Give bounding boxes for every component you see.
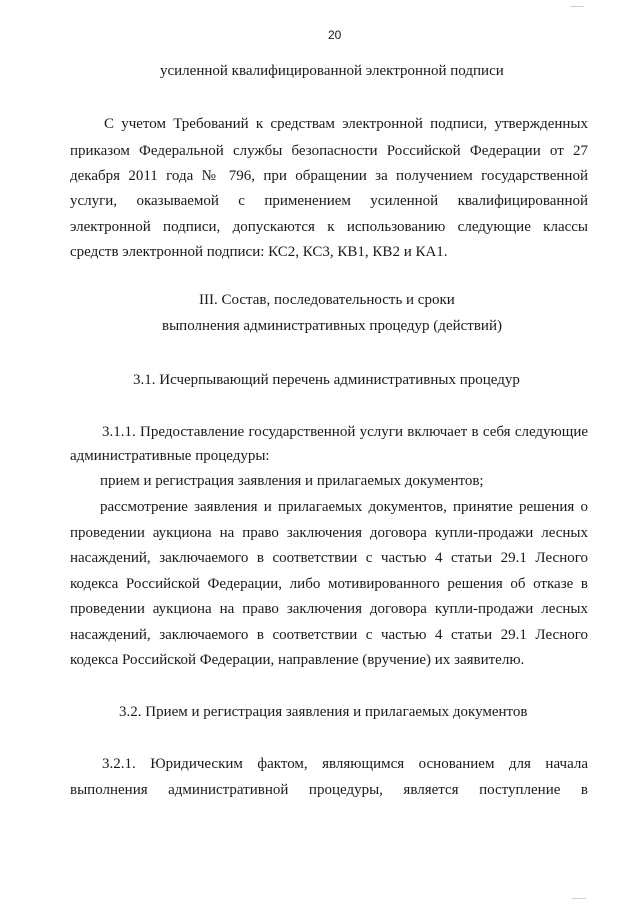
section-title: выполнения административных процедур (действий)	[162, 318, 502, 334]
paragraph-line: насаждений, заключаемого в соответствии с частью 4 статьи 29.1 Лесного	[70, 550, 588, 566]
paragraph-line: кодекса Российской Федерации, либо мотивированного решения об отказе в	[70, 576, 588, 592]
subsection-title: 3.1. Исчерпывающий перечень административных процедур	[133, 372, 520, 388]
continuation-line: усиленной квалифицированной электронной подписи	[160, 63, 504, 79]
page-number: 20	[328, 28, 342, 42]
scan-mark	[570, 6, 584, 7]
section-title: III. Состав, последовательность и сроки	[199, 292, 455, 308]
paragraph-line: кодекса Российской Федерации, направление (вручение) их заявителю.	[70, 652, 525, 668]
paragraph-line: 3.2.1. Юридическим фактом, являющимся основанием для начала	[102, 756, 588, 772]
paragraph-line: услуги, оказываемой с применением усиленной квалифицированной	[70, 193, 588, 209]
paragraph-line: электронной подписи, допускаются к использованию следующие классы	[70, 219, 588, 235]
paragraph-line: приказом Федеральной службы безопасности Российской Федерации от 27	[70, 143, 588, 159]
paragraph-line: проведении аукциона на право заключения договора купли-продажи лесных	[70, 601, 588, 617]
paragraph-line: административные процедуры:	[70, 448, 270, 464]
paragraph-line: С учетом Требований к средствам электронной подписи, утвержденных	[104, 116, 588, 132]
paragraph-line: декабря 2011 года № 796, при обращении за получением государственной	[70, 168, 588, 184]
paragraph-line: 3.1.1. Предоставление государственной услуги включает в себя следующие	[102, 424, 588, 440]
subsection-title: 3.2. Прием и регистрация заявления и прилагаемых документов	[119, 704, 528, 720]
list-item: рассмотрение заявления и прилагаемых документов, принятие решения о	[100, 499, 588, 515]
paragraph-line: выполнения административной процедуры, является поступление в	[70, 782, 588, 798]
paragraph-line: средств электронной подписи: КС2, КС3, КВ1, КВ2 и КА1.	[70, 244, 448, 260]
paragraph-line: насаждений, заключаемого в соответствии с частью 4 статьи 29.1 Лесного	[70, 627, 588, 643]
paragraph-line: проведении аукциона на право заключения договора купли-продажи лесных	[70, 525, 588, 541]
scan-mark	[572, 898, 586, 899]
list-item: прием и регистрация заявления и прилагаемых документов;	[100, 473, 484, 489]
